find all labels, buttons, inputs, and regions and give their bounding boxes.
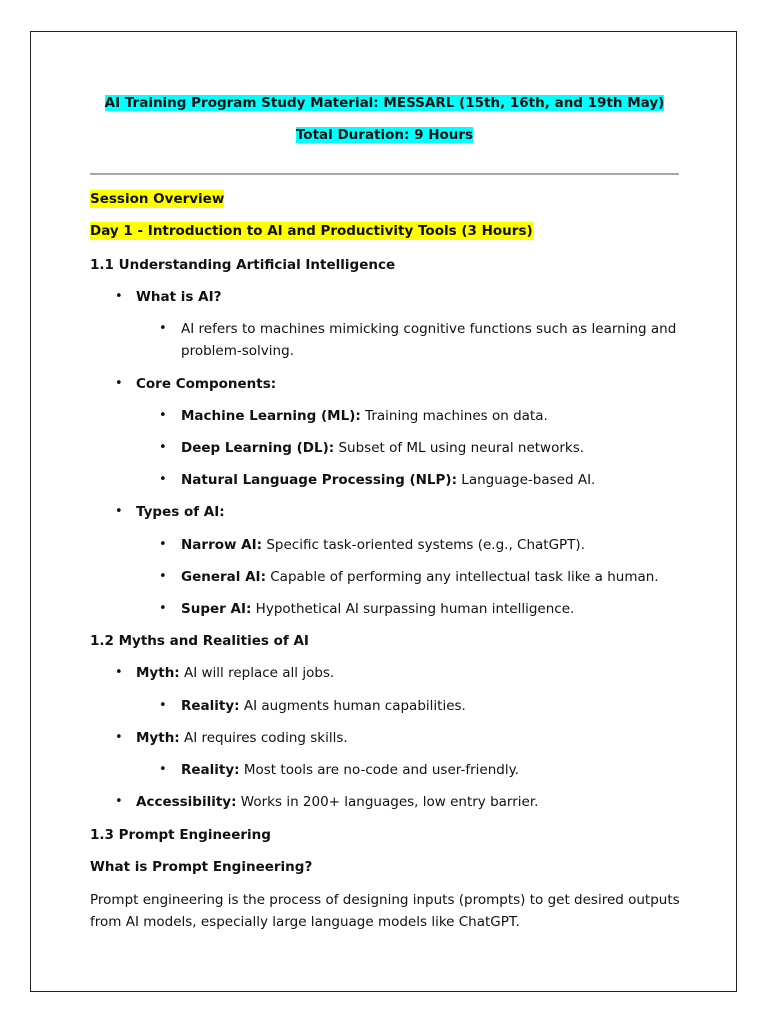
- nlp-text: Language-based AI.: [457, 472, 596, 488]
- reality-1-item: [181, 697, 466, 715]
- section-1-3-heading: 1.3 Prompt Engineering: [90, 827, 271, 843]
- reality-label: Reality:: [181, 762, 240, 778]
- bullet-dot: •: [159, 569, 167, 584]
- narrow-ai-label: Narrow AI:: [181, 537, 263, 553]
- bullet-dot: •: [159, 762, 167, 777]
- narrow-ai-item: [181, 536, 585, 554]
- myth-2-text: AI requires coding skills.: [179, 730, 348, 746]
- reality-label: Reality:: [181, 698, 240, 714]
- bullet-dot: •: [159, 601, 167, 616]
- narrow-ai-text: Specific task-oriented systems (e.g., ChatGPT).: [262, 537, 585, 553]
- accessibility-label: Accessibility:: [136, 794, 237, 810]
- myth-label: Myth:: [136, 665, 180, 681]
- dl-item: [181, 439, 584, 457]
- bullet-dot: •: [115, 665, 123, 680]
- dl-text: Subset of ML using neural networks.: [334, 440, 585, 456]
- bullet-dot: •: [115, 504, 123, 519]
- prompt-engineering-paragraph-line1: Prompt engineering is the process of designing inputs (prompts) to get desired outputs: [90, 892, 680, 908]
- document-title: AI Training Program Study Material: MESSARL (15th, 16th, and 19th May): [104, 95, 665, 111]
- reality-2-item: [181, 761, 519, 779]
- reality-2-text: Most tools are no-code and user-friendly.: [239, 762, 519, 778]
- accessibility-text: Works in 200+ languages, low entry barrier.: [236, 794, 539, 810]
- document-page: [30, 31, 737, 992]
- bullet-dot: •: [159, 408, 167, 423]
- bullet-dot: •: [159, 472, 167, 487]
- core-components-label: Core Components:: [136, 376, 277, 392]
- bullet-dot: •: [159, 537, 167, 552]
- myth-2-item: [136, 729, 348, 747]
- bullet-dot: •: [159, 440, 167, 455]
- prompt-engineering-subheading: What is Prompt Engineering?: [90, 859, 313, 875]
- what-is-ai-label: What is AI?: [136, 289, 222, 305]
- prompt-engineering-paragraph-line2: from AI models, especially large language models like ChatGPT.: [90, 914, 520, 930]
- what-is-ai-desc-line2: problem-solving.: [181, 343, 294, 359]
- day1-heading: Day 1 - Introduction to AI and Productivity Tools (3 Hours): [90, 223, 533, 239]
- duration-line: [31, 126, 738, 144]
- accessibility-item: [136, 793, 538, 811]
- dl-label: Deep Learning (DL):: [181, 440, 335, 456]
- super-ai-item: [181, 600, 574, 618]
- section-1-1-heading: 1.1 Understanding Artificial Intelligence: [90, 257, 396, 273]
- horizontal-rule: [90, 173, 679, 175]
- nlp-item: [181, 471, 595, 489]
- bullet-dot: •: [115, 794, 123, 809]
- super-ai-label: Super AI:: [181, 601, 252, 617]
- document-title-line: [31, 94, 738, 112]
- super-ai-text: Hypothetical AI surpassing human intelligence.: [251, 601, 575, 617]
- bullet-dot: •: [115, 730, 123, 745]
- bullet-dot: •: [159, 698, 167, 713]
- types-of-ai-label: Types of AI:: [136, 504, 225, 520]
- general-ai-item: [181, 568, 659, 586]
- section-1-2-heading: 1.2 Myths and Realities of AI: [90, 633, 309, 649]
- general-ai-label: General AI:: [181, 569, 266, 585]
- myth-label: Myth:: [136, 730, 180, 746]
- myth-1-text: AI will replace all jobs.: [179, 665, 335, 681]
- reality-1-text: AI augments human capabilities.: [239, 698, 466, 714]
- what-is-ai-desc-line1: AI refers to machines mimicking cognitive functions such as learning and: [181, 321, 677, 337]
- myth-1-item: [136, 664, 334, 682]
- ml-label: Machine Learning (ML):: [181, 408, 361, 424]
- total-duration: Total Duration: 9 Hours: [295, 127, 474, 143]
- nlp-label: Natural Language Processing (NLP):: [181, 472, 457, 488]
- general-ai-text: Capable of performing any intellectual task like a human.: [265, 569, 659, 585]
- bullet-dot: •: [115, 289, 123, 304]
- ml-text: Training machines on data.: [360, 408, 548, 424]
- bullet-dot: •: [159, 321, 167, 336]
- bullet-dot: •: [115, 376, 123, 391]
- session-overview-heading: Session Overview: [90, 191, 225, 207]
- ml-item: [181, 407, 548, 425]
